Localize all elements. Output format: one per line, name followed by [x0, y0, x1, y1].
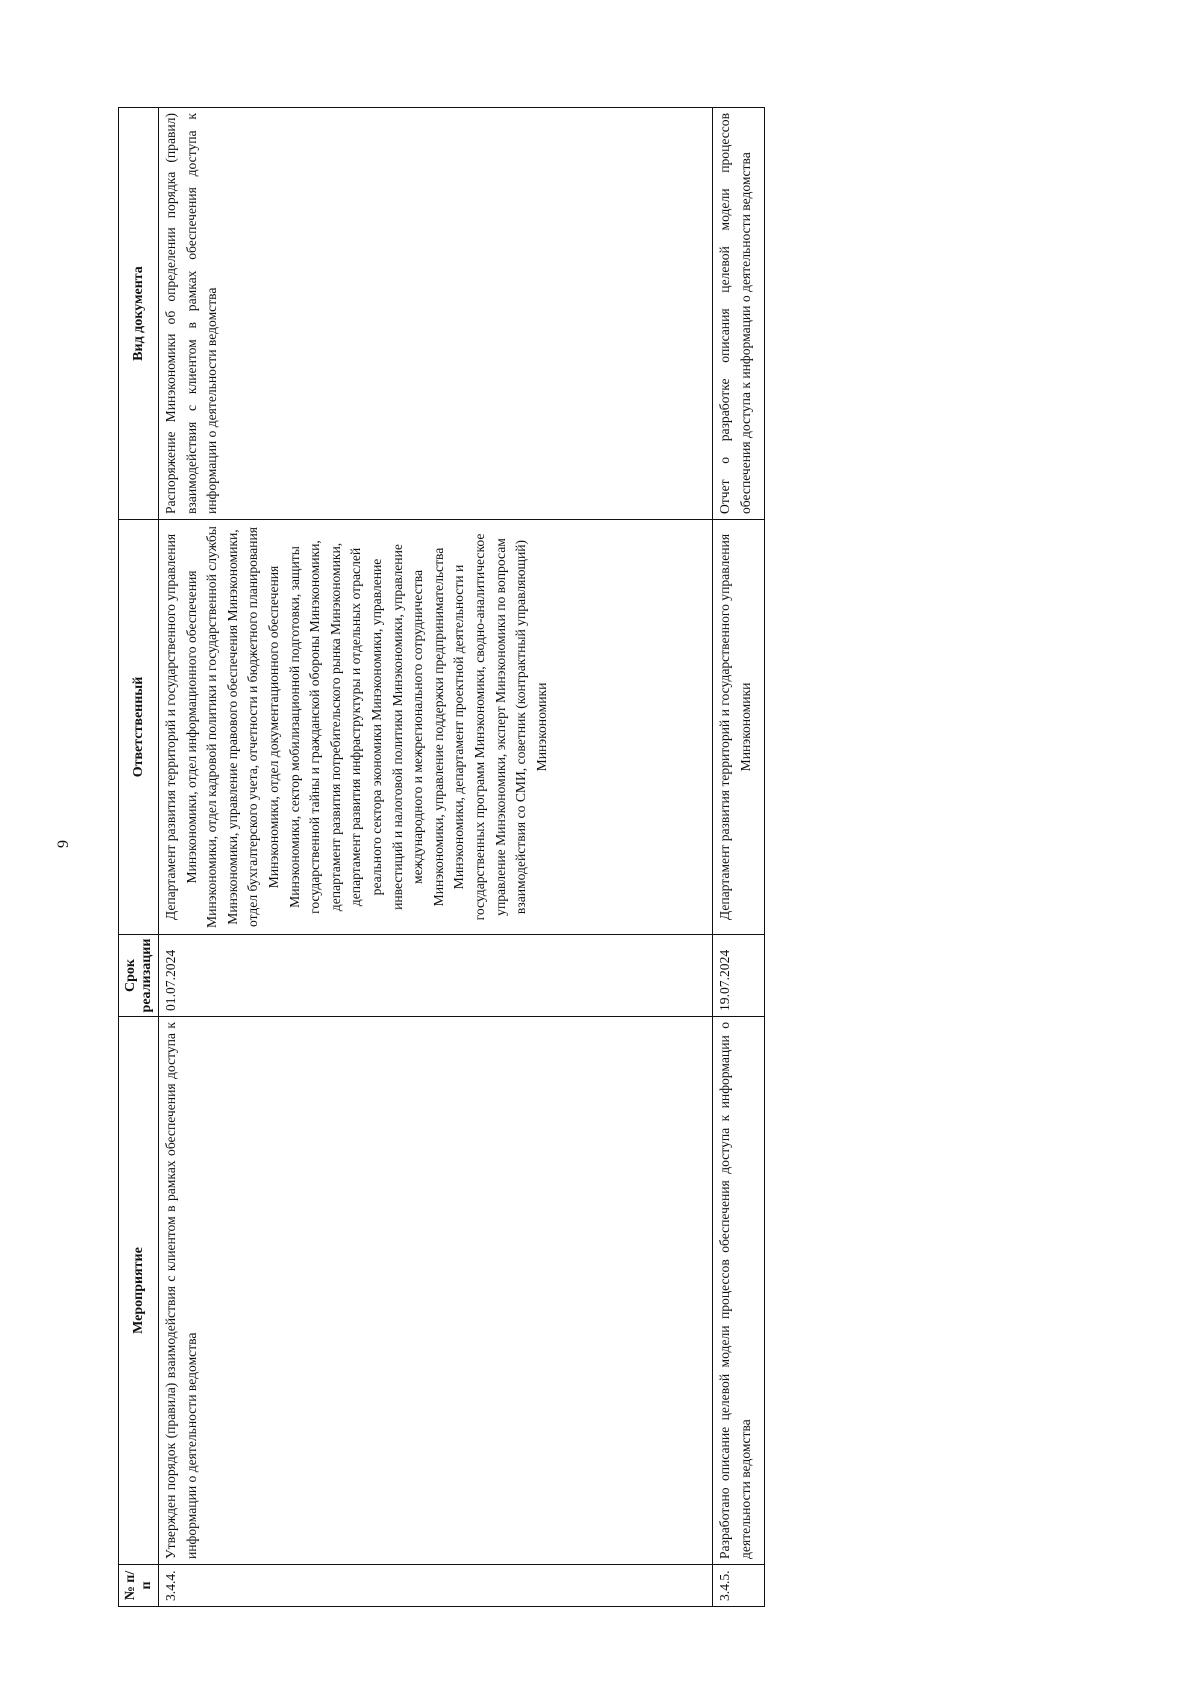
action-plan-table — [118, 107, 765, 1607]
row-event: Утвержден порядок (правила) взаимодействия с клиентом в рамках обеспечения доступа к информации о деятельности ведомства — [159, 1017, 713, 1565]
header-term: Срок реализации — [119, 935, 159, 1017]
table-row — [713, 108, 765, 1607]
row-term: 19.07.2024 — [713, 935, 765, 1017]
row-doc-type: Распоряжение Минэкономики об определении порядка (правил) взаимодействия с клиентом в рамках обеспечения доступа к информации о деятельности ведомства — [159, 108, 713, 520]
row-num: 3.4.5. — [713, 1565, 765, 1607]
table-row — [159, 108, 713, 1607]
row-responsible: Департамент развития территорий и государственного управления Минэкономики — [713, 520, 765, 935]
row-event: Разработано описание целевой модели процессов обеспечения доступа к информации о деятельности ведомства — [713, 1017, 765, 1565]
row-responsible: Департамент развития территорий и государственного управления Минэкономики, отдел информационного обеспечения Минэкономики, отдел кадровой политики и государственной службы Минэкономики, управление правового обеспечения Минэкономики, отдел бухгалтерского учета, отчетности и бюджетного планирования Минэкономики, отдел документационного обеспечения Минэкономики, сектор мобилизационной подготовки, защиты государственной тайны и гражданской обороны Минэкономики, департамент развития потребительского рынка Минэкономики, департамент развития инфраструктуры и отдельных отраслей реального сектора экономики Минэкономики, управление инвестиций и налоговой политики Минэкономики, управление международного и межрегионального сотрудничества Минэкономики, управление поддержки предпринимательства Минэкономики, департамент проектной деятельности и государственных программ Минэкономики, сводно-аналитическое управление Минэкономики, эксперт Минэкономики по вопросам взаимодействия со СМИ, советник (контрактный управляющий) Минэкономики — [159, 520, 713, 935]
row-doc-type: Отчет о разработке описания целевой модели процессов обеспечения доступа к информации о деятельности ведомства — [713, 108, 765, 520]
header-responsible: Ответственный — [119, 520, 159, 935]
header-doc-type: Вид документа — [119, 108, 159, 520]
row-term: 01.07.2024 — [159, 935, 713, 1017]
header-num: № п/п — [119, 1565, 159, 1607]
table-header-row — [119, 108, 159, 1607]
row-num: 3.4.4. — [159, 1565, 713, 1607]
page-number: 9 — [55, 840, 72, 848]
rotated-table-container — [118, 108, 764, 1607]
header-event: Мероприятие — [119, 1017, 159, 1565]
